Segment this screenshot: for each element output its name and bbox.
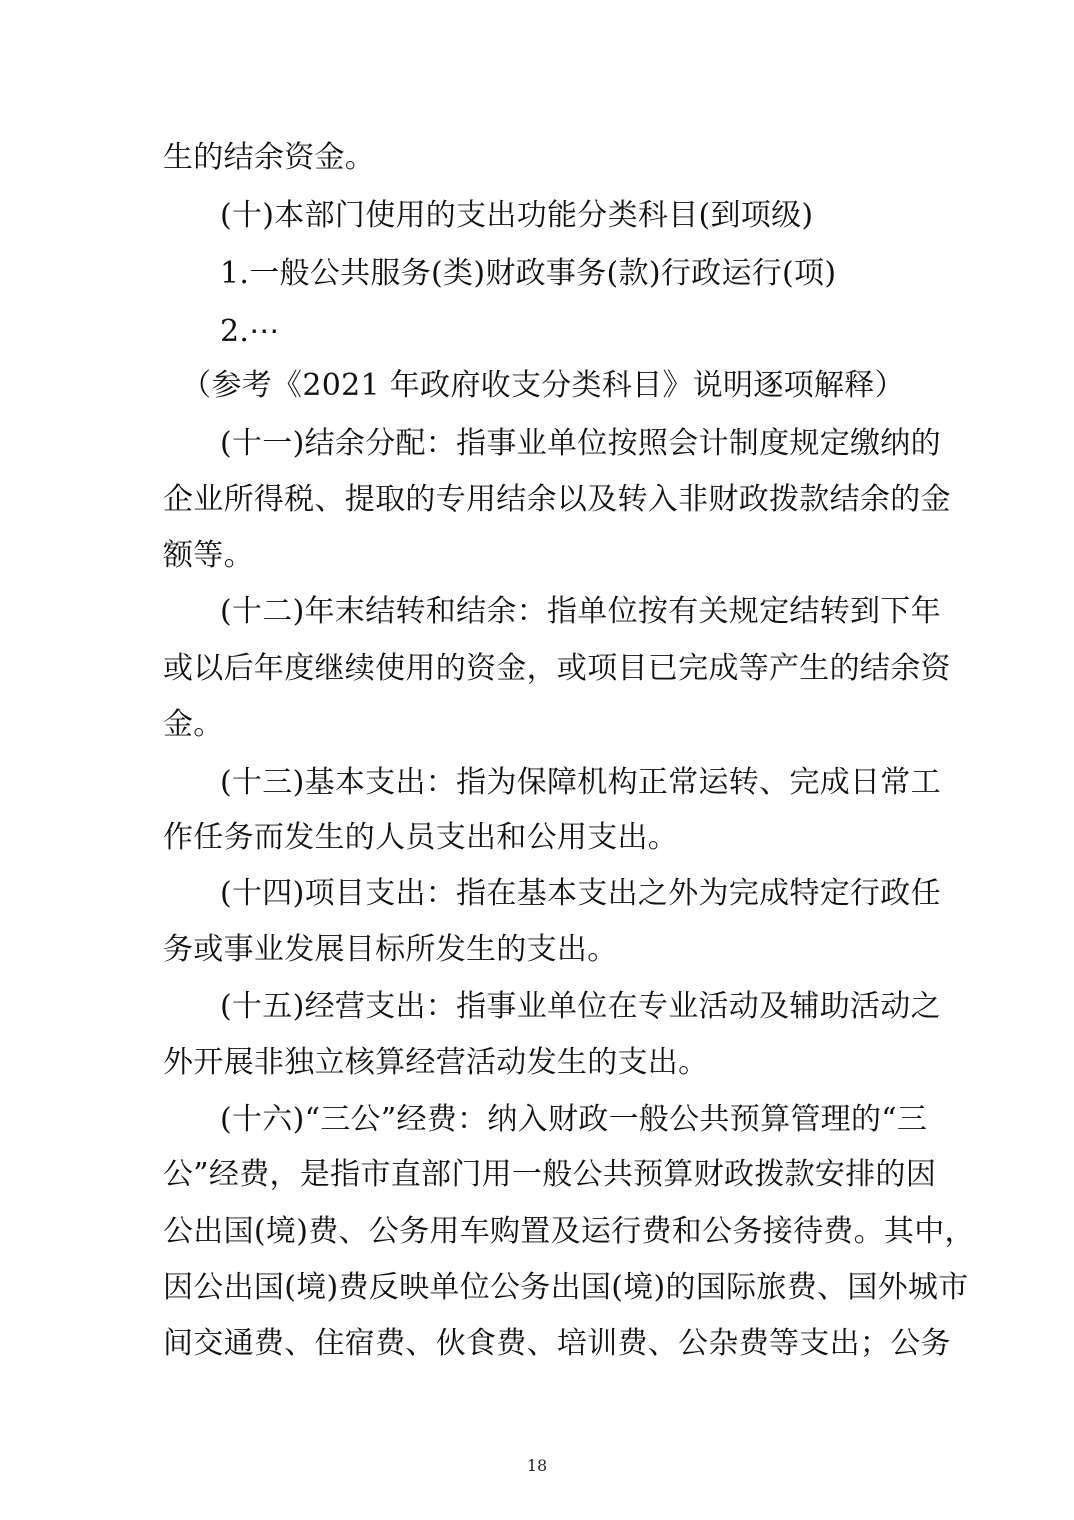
text-line-4: 2.⋯ [220, 314, 280, 349]
text-line-19: 公”经费，是指市直部门用一般公共预算财政拨款安排的因 [163, 1157, 937, 1192]
text-line-11: 金。 [163, 707, 224, 742]
text-line-16: (十五)经营支出：指事业单位在专业活动及辅助活动之 [220, 989, 941, 1024]
text-line-22: 间交通费、住宿费、伙食费、培训费、公杂费等支出；公务 [163, 1326, 951, 1361]
text-line-13: 作任务而发生的人员支出和公用支出。 [163, 820, 679, 855]
text-line-20: 公出国(境)费、公务用车购置及运行费和公务接待费。其中， [163, 1214, 975, 1249]
text-line-8: 额等。 [163, 538, 254, 573]
text-line-15: 务或事业发展目标所发生的支出。 [163, 932, 618, 967]
text-line-12: (十三)基本支出：指为保障机构正常运转、完成日常工 [220, 765, 941, 800]
text-line-7: 企业所得税、提取的专用结余以及转入非财政拨款结余的金 [163, 482, 951, 517]
page-number: 18 [526, 1456, 548, 1475]
text-line-3: 1.一般公共服务(类)财政事务(款)行政运行(项) [220, 256, 837, 291]
text-line-10: 或以后年度继续使用的资金，或项目已完成等产生的结余资 [163, 651, 951, 686]
text-line-21: 因公出国(境)费反映单位公务出国(境)的国际旅费、国外城市 [163, 1270, 969, 1305]
text-line-18: (十六)“三公”经费：纳入财政一般公共预算管理的“三 [220, 1102, 928, 1137]
reference-note: （参考《2021 年政府收支分类科目》说明逐项解释） [181, 368, 905, 403]
text-line-6: (十一)结余分配：指事业单位按照会计制度规定缴纳的 [220, 426, 941, 461]
text-line-17: 外开展非独立核算经营活动发生的支出。 [163, 1045, 709, 1080]
text-line-2: (十)本部门使用的支出功能分类科目(到项级) [220, 198, 814, 233]
text-line-9: (十二)年末结转和结余：指单位按有关规定结转到下年 [220, 594, 941, 629]
text-line-1: 生的结余资金。 [163, 140, 376, 175]
text-line-14: (十四)项目支出：指在基本支出之外为完成特定行政任 [220, 876, 941, 911]
